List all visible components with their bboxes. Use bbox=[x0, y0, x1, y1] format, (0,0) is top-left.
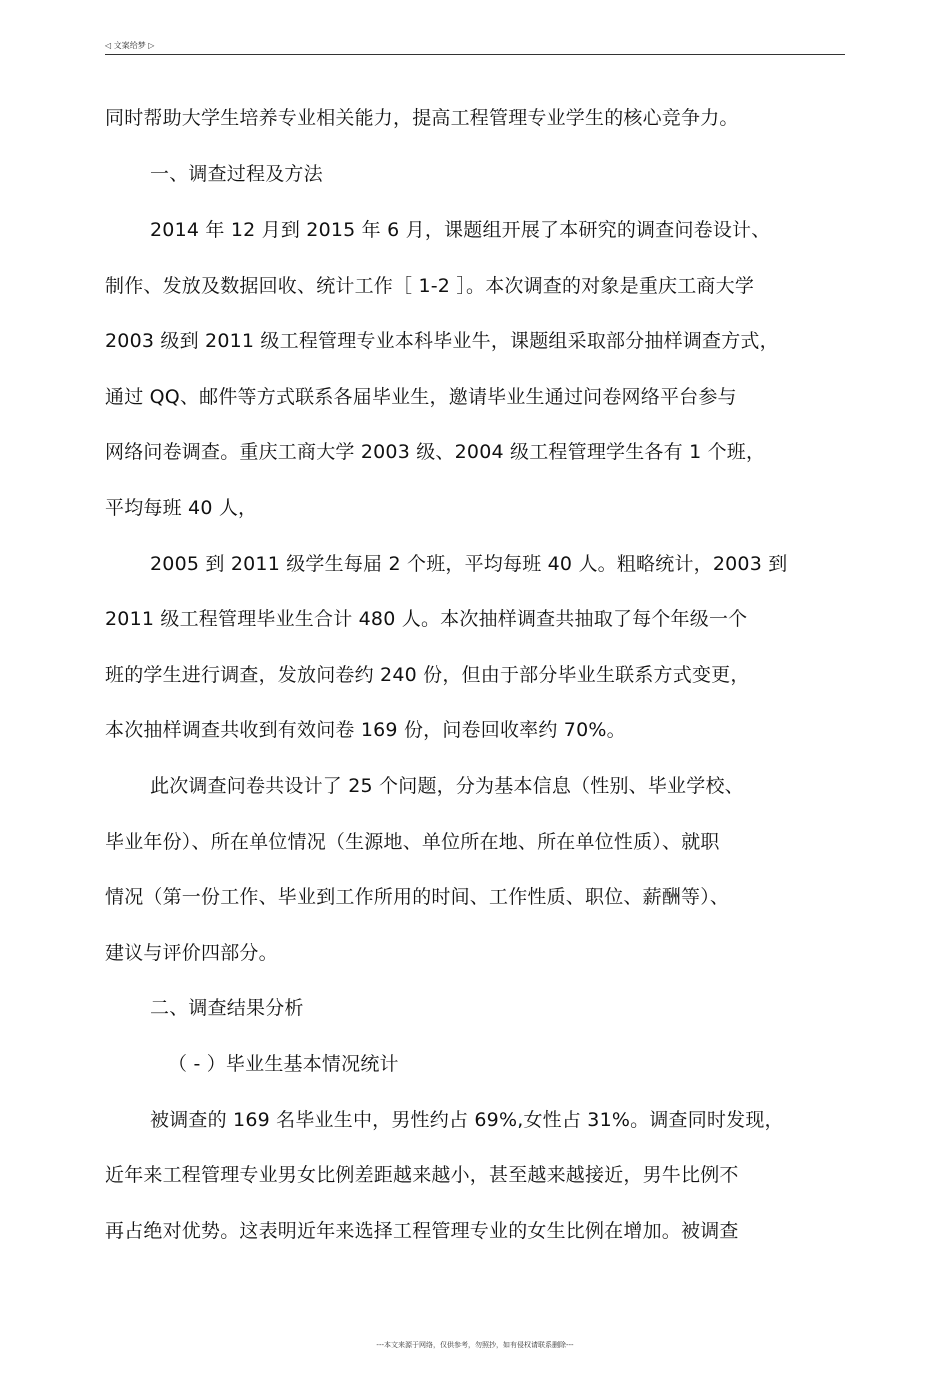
paragraph-line: 2014 年 12 月到 2015 年 6 月，课题组开展了本研究的调查问卷设计、 bbox=[150, 219, 771, 241]
paragraph-line: 2003 级到 2011 级工程管理专业本科毕业牛，课题组采取部分抽样调查方式， bbox=[105, 330, 779, 352]
paragraph-line: 建议与评价四部分。 bbox=[105, 942, 278, 964]
page-footer: ---本文来源于网络，仅供参考，勿照抄，如有侵权请联系删除--- bbox=[376, 1341, 574, 1349]
paragraph-line: 通过 QQ、邮件等方式联系各届毕业生，邀请毕业生通过问卷网络平台参与 bbox=[105, 386, 737, 408]
paragraph-line: 网络问卷调查。重庆工商大学 2003 级、2004 级工程管理学生各有 1 个班， bbox=[105, 441, 766, 463]
section-heading: 二、调查结果分析 bbox=[150, 997, 304, 1019]
paragraph-line: 情况（第一份工作、毕业到工作所用的时间、工作性质、职位、薪酬等）、 bbox=[105, 886, 730, 908]
paragraph-line: 毕业年份）、所在单位情况（生源地、单位所在地、所在单位性质）、就职 bbox=[105, 831, 720, 853]
header-label: ◁ 文案给梦 ▷ bbox=[105, 41, 155, 50]
paragraph-line: 本次抽样调查共收到有效问卷 169 份，问卷回收率约 70%。 bbox=[105, 719, 626, 741]
paragraph-line: 平均每班 40 人， bbox=[105, 497, 258, 519]
paragraph-line: 制作、发放及数据回收、统计工作［ 1-2 ］。本次调查的对象是重庆工商大学 bbox=[105, 275, 755, 297]
paragraph-line: 再占绝对优势。这表明近年来选择工程管理专业的女生比例在增加。被调查 bbox=[105, 1220, 739, 1242]
paragraph-line: 此次调查问卷共设计了 25 个问题，分为基本信息（性别、毕业学校、 bbox=[150, 775, 744, 797]
paragraph-line: 被调查的 169 名毕业生中，男性约占 69%,女性占 31%。调查同时发现， bbox=[150, 1109, 784, 1131]
page-header bbox=[105, 40, 845, 55]
subsection-heading: （ - ）毕业生基本情况统计 bbox=[168, 1053, 399, 1075]
section-heading: 一、调查过程及方法 bbox=[150, 163, 323, 185]
paragraph-line: 2005 到 2011 级学生每届 2 个班，平均每班 40 人。粗略统计，2003 到 bbox=[150, 553, 788, 575]
paragraph-line: 班的学生进行调查，发放问卷约 240 份，但由于部分毕业生联系方式变更， bbox=[105, 664, 750, 686]
paragraph-line: 同时帮助大学生培养专业相关能力，提高工程管理专业学生的核心竞争力。 bbox=[105, 107, 739, 129]
paragraph-line: 2011 级工程管理毕业生合计 480 人。本次抽样调查共抽取了每个年级一个 bbox=[105, 608, 748, 630]
paragraph-line: 近年来工程管理专业男女比例差距越来越小，甚至越来越接近，男牛比例不 bbox=[105, 1164, 739, 1186]
